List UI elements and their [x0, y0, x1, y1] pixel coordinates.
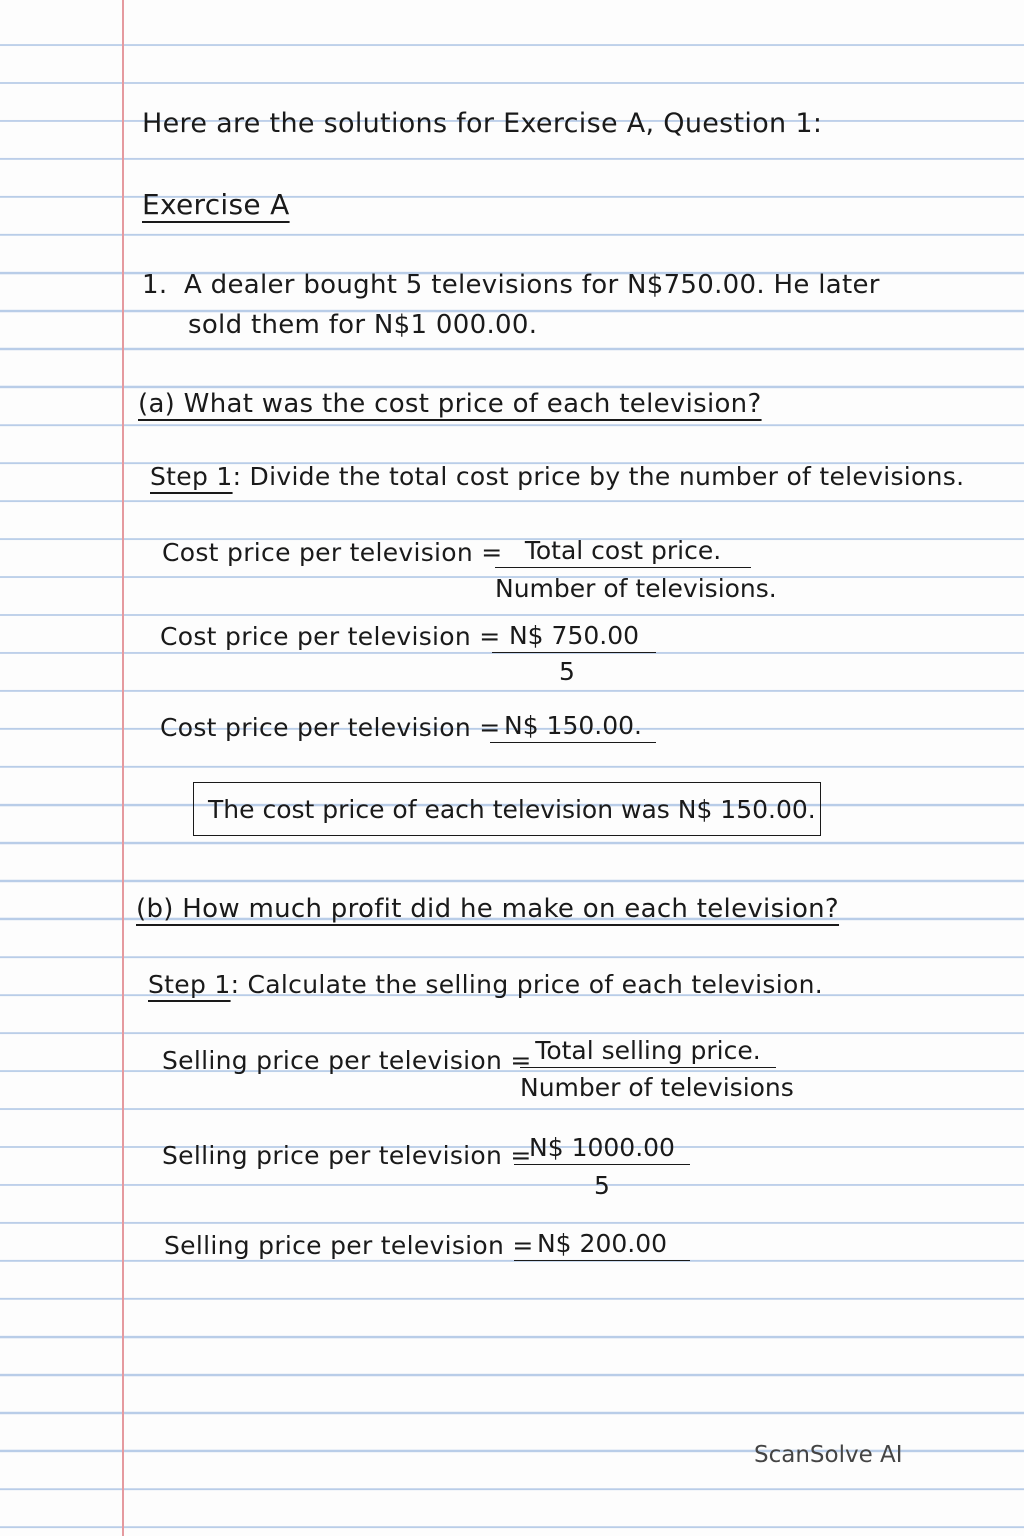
part-a-answer: The cost price of each television was N$ 150.00. [208, 795, 816, 824]
part-b-heading: (b) How much profit did he make on each television? [136, 894, 840, 924]
part-b-eq3-lhs: Selling price per television = [164, 1231, 534, 1260]
part-a-eq1-lhs: Cost price per television = [162, 538, 503, 567]
part-a-eq1-numerator: Total cost price. [495, 536, 751, 568]
part-b-eq2-numerator: N$ 1000.00 [514, 1133, 690, 1165]
part-a-step-label: Step 1 [150, 462, 233, 491]
question-line-1: A dealer bought 5 televisions for N$750.00. He later [184, 270, 880, 300]
part-b-eq2-lhs: Selling price per television = [162, 1141, 532, 1170]
exercise-heading: Exercise A [142, 188, 290, 221]
part-b-eq1-denominator: Number of televisions [520, 1073, 794, 1102]
part-a-step-text: : Divide the total cost price by the number of televisions. [232, 462, 965, 491]
part-a-eq2-lhs: Cost price per television = [160, 622, 501, 651]
question-number: 1. [142, 270, 168, 300]
part-a-heading: (a) What was the cost price of each television? [138, 389, 762, 419]
part-b-eq2-denominator: 5 [594, 1171, 610, 1200]
part-a-eq1-denominator: Number of televisions. [495, 574, 777, 603]
part-a-eq3-result: N$ 150.00. [490, 711, 656, 743]
part-a-answer-box [193, 782, 821, 836]
part-b-eq1-lhs: Selling price per television = [162, 1046, 532, 1075]
part-b-step-text: : Calculate the selling price of each television. [230, 970, 823, 999]
part-b-eq3-result: N$ 200.00 [514, 1229, 690, 1261]
part-a-eq2-numerator: N$ 750.00 [492, 621, 656, 653]
part-b-eq1-numerator: Total selling price. [520, 1036, 776, 1068]
part-a-eq2-denominator: 5 [559, 657, 575, 686]
part-a-eq3-lhs: Cost price per television = [160, 713, 501, 742]
part-b-step [148, 970, 823, 999]
part-b-step-label: Step 1 [148, 970, 231, 999]
intro-line: Here are the solutions for Exercise A, Question 1: [142, 108, 823, 139]
scansolve-watermark: ScanSolve AI [754, 1442, 903, 1468]
red-margin-line [122, 0, 124, 1536]
question-line-2: sold them for N$1 000.00. [188, 310, 538, 340]
part-a-step [150, 462, 964, 491]
